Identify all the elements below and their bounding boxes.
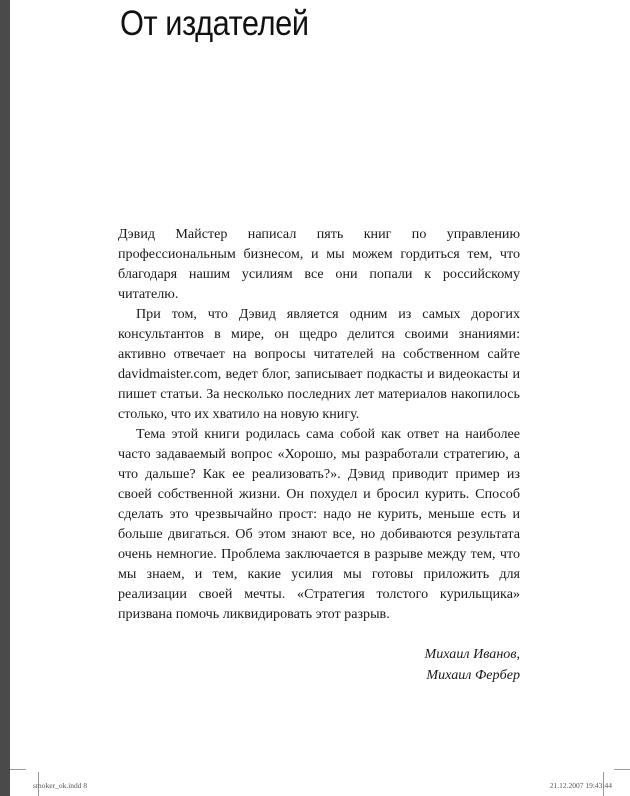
paragraph: При том, что Дэвид является одним из самых дорогих консультантов в мире, он щедро делится своими знаниями: активно отвечает на вопросы читателей на собственном сайте davidmaister.com, ведет блог, записывает подкасты и видеокасты и пишет статьи. За несколько последних лет материалов накопилось столько, что их хватило на новую книгу. xyxy=(118,306,520,422)
signature-line: Михаил Иванов, xyxy=(424,646,520,662)
page-title: От издателей xyxy=(120,4,309,43)
crop-mark xyxy=(10,769,26,770)
signature xyxy=(424,644,520,686)
signature-line: Михаил Фербер xyxy=(426,667,520,683)
footer-timestamp: 21.12.2007 19:43:44 xyxy=(549,781,612,790)
paragraph: Дэвид Майстер написал пять книг по управлению профессиональным бизнесом, и мы можем гордиться тем, что благодаря нашим усилиям все они попали к российскому читателю. xyxy=(118,226,520,302)
book-page xyxy=(10,0,630,796)
footer-file-info: smoker_ok.indd 8 xyxy=(33,781,88,790)
crop-mark xyxy=(614,769,630,770)
body-text xyxy=(118,224,520,624)
paragraph: Тема этой книги родилась сама собой как ответ на наиболее часто задаваемый вопрос «Хорошо, мы разработали стратегию, а что дальше? Как ее реализовать?». Дэвид приводит пример из своей собственной жизни. Он похудел и бросил курить. Способ сделать это чрезвычайно прост: надо не курить, меньше есть и больше двигаться. Об этом знают все, но добиваются результата очень немногие. Проблема заключается в разрыве между тем, что мы знаем, и тем, какие усилия мы готовы приложить для реализации своей мечты. «Стратегия толстого курильщика» призвана помочь ликвидировать этот разрыв. xyxy=(118,426,520,622)
